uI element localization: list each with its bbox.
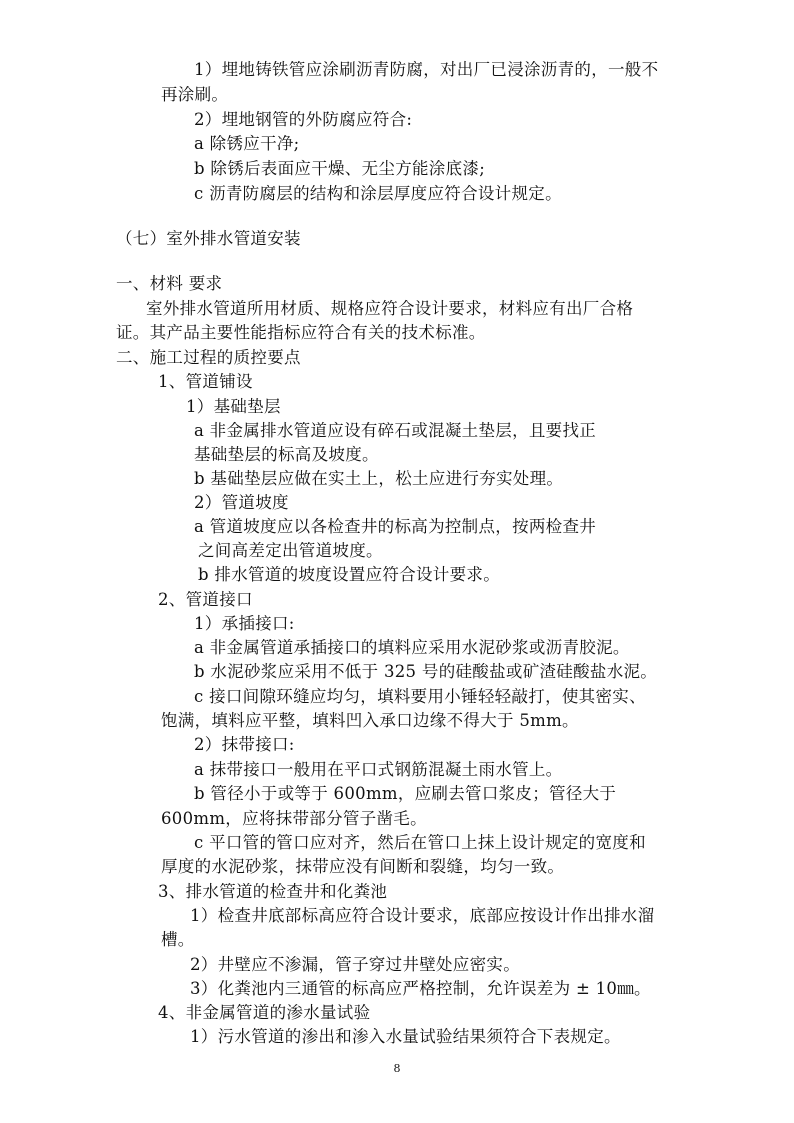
text-line: b 管径小于或等于 600mm，应刷去管口浆皮；管径大于: [194, 784, 617, 803]
text-line: 之间高差定出管道坡度。: [198, 541, 383, 560]
text-line: a 管道坡度应以各检查井的标高为控制点，按两检查井: [194, 517, 597, 536]
text-line: 证。其产品主要性能指标应符合有关的技术标准。: [116, 323, 486, 342]
text-line: 1）污水管道的渗出和渗入水量试验结果须符合下表规定。: [190, 1027, 621, 1046]
text-line: c 沥青防腐层的结构和涂层厚度应符合设计规定。: [194, 184, 562, 203]
text-line: 600mm，应将抹带部分管子凿毛。: [161, 809, 427, 828]
text-line: 二、施工过程的质控要点: [116, 348, 301, 367]
text-line: 一、材料 要求: [116, 274, 223, 293]
text-line: b 除锈后表面应干燥、无尘方能涂底漆;: [194, 159, 486, 178]
text-line: 3）化粪池内三通管的标高应严格控制，允许误差为 ± 10㎜。: [190, 979, 651, 998]
text-line: b 水泥砂浆应采用不低于 325 号的硅酸盐或矿渣硅酸盐水泥。: [194, 662, 658, 681]
text-line: 1）检查井底部标高应符合设计要求，底部应按设计作出排水溜: [190, 906, 655, 925]
text-line: a 非金属管道承插接口的填料应采用水泥砂浆或沥青胶泥。: [194, 638, 630, 657]
text-line: 1）承插接口:: [194, 614, 295, 633]
section-heading: （七）室外排水管道安装: [116, 229, 301, 248]
text-line: a 除锈应干净;: [194, 134, 300, 153]
text-line: 3、排水管道的检查井和化粪池: [158, 882, 388, 901]
text-line: 槽。: [161, 930, 195, 949]
text-line: 2）井壁应不渗漏，管子穿过井壁处应密实。: [190, 955, 520, 974]
text-line: 4、非金属管道的渗水量试验: [158, 1003, 371, 1022]
text-line: 2、管道接口: [158, 590, 253, 609]
text-line: c 接口间隙环缝应均匀，填料要用小锤轻轻敲打，使其密实、: [194, 687, 646, 706]
text-line: 1、管道铺设: [158, 372, 253, 391]
text-line: c 平口管的管口应对齐，然后在管口上抹上设计规定的宽度和: [194, 833, 646, 852]
text-line: 1）基础垫层: [186, 397, 281, 416]
text-line: 基础垫层的标高及坡度。: [194, 445, 379, 464]
text-line: a 非金属排水管道应设有碎石或混凝土垫层，且要找正: [194, 421, 597, 440]
text-line: 厚度的水泥砂浆，抹带应没有间断和裂缝，均匀一致。: [161, 857, 565, 876]
text-line: 2）埋地钢管的外防腐应符合:: [194, 110, 413, 129]
text-line: 再涂刷。: [161, 85, 229, 104]
text-line: b 排水管道的坡度设置应符合设计要求。: [198, 565, 501, 584]
text-line: 1）埋地铸铁管应涂刷沥青防腐，对出厂已浸涂沥青的，一般不: [194, 60, 659, 79]
text-line: 2）抹带接口:: [194, 735, 295, 754]
page-number: 8: [393, 1062, 401, 1075]
text-line: a 抹带接口一般用在平口式钢筋混凝土雨水管上。: [194, 760, 563, 779]
text-line: b 基础垫层应做在实土上，松土应进行夯实处理。: [194, 469, 564, 488]
text-line: 2）管道坡度: [194, 493, 289, 512]
text-line: 室外排水管道所用材质、规格应符合设计要求，材料应有出厂合格: [146, 299, 634, 318]
text-line: 饱满，填料应平整，填料凹入承口边缘不得大于 5mm。: [161, 711, 579, 730]
